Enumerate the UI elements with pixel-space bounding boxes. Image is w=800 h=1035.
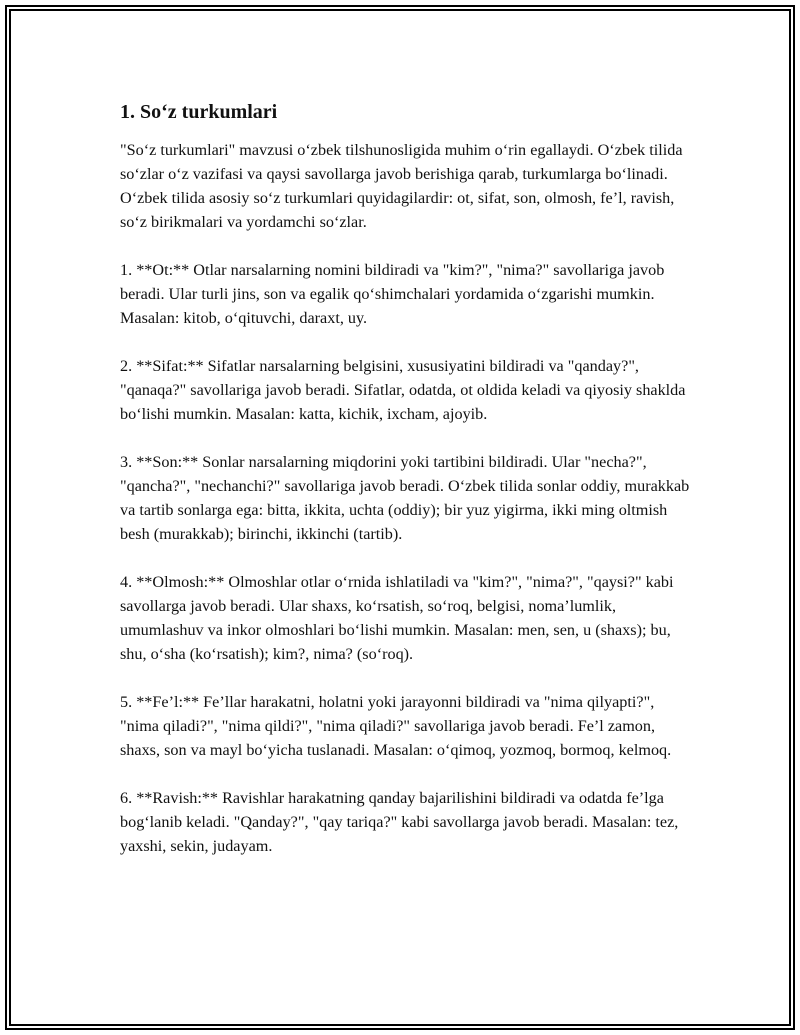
paragraph-ravish: 6. **Ravish:** Ravishlar harakatning qanday bajarilishini bildiradi va odatda fe’lga bog‘lanib keladi. "Qanday?", "qay tariqa?" kabi savollarga javob beradi. Masalan: tez, yaxshi, sekin, judayam. xyxy=(120,789,679,855)
document-body xyxy=(120,98,695,882)
paragraph-olmosh: 4. **Olmosh:** Olmoshlar otlar o‘rnida ishlatiladi va "kim?", "nima?", "qaysi?" kabi savollarga javob beradi. Ular shaxs, ko‘rsatish, so‘roq, belgisi, noma’lumlik, umumlashuv va inkor olmoshlari bo‘lishi mumkin. Masalan: men, sen, u (shaxs); bu, shu, o‘sha (ko‘rsatish); kim?, nima? (so‘roq). xyxy=(120,573,674,663)
document-page xyxy=(5,5,795,1030)
paragraph-sifat: 2. **Sifat:** Sifatlar narsalarning belgisini, xususiyatini bildiradi va "qanday?", "qanaqa?" savollariga javob beradi. Sifatlar, odatda, ot oldida keladi va qiyosiy shaklda bo‘lishi mumkin. Masalan: katta, kichik, ixcham, ajoyib. xyxy=(120,357,686,423)
paragraph-fel: 5. **Fe’l:** Fe’llar harakatni, holatni yoki jarayonni bildiradi va "nima qilyapti?", "nima qiladi?", "nima qildi?", "nima qiladi?" savollariga javob beradi. Fe’l zamon, shaxs, son va mayl bo‘yicha tuslanadi. Masalan: o‘qimoq, yozmoq, bormoq, kelmoq. xyxy=(120,693,672,759)
paragraph-son: 3. **Son:** Sonlar narsalarning miqdorini yoki tartibini bildiradi. Ular "necha?", "qancha?", "nechanchi?" savollariga javob beradi. O‘zbek tilida sonlar oddiy, murakkab va tartib sonlarga ega: bitta, ikkita, uchta (oddiy); bir yuz yigirma, ikki ming oltmish besh (murakkab); birinchi, ikkinchi (tartib). xyxy=(120,453,690,543)
intro-paragraph: "So‘z turkumlari" mavzusi o‘zbek tilshunosligida muhim o‘rin egallaydi. O‘zbek tilida so‘zlar o‘z vazifasi va qaysi savollarga javob berishiga qarab, turkumlarga bo‘linadi. O‘zbek tilida asosiy so‘z turkumlari quyidagilardir: ot, sifat, son, olmosh, fe’l, ravish, so‘z birikmalari va yordamchi so‘zlar. xyxy=(120,141,683,231)
paragraph-ot: 1. **Ot:** Otlar narsalarning nomini bildiradi va "kim?", "nima?" savollariga javob beradi. Ular turli jins, son va egalik qo‘shimchalari yordamida o‘zgarishi mumkin. Masalan: kitob, o‘qituvchi, daraxt, uy. xyxy=(120,261,665,327)
section-heading: 1. So‘z turkumlari xyxy=(120,101,278,123)
